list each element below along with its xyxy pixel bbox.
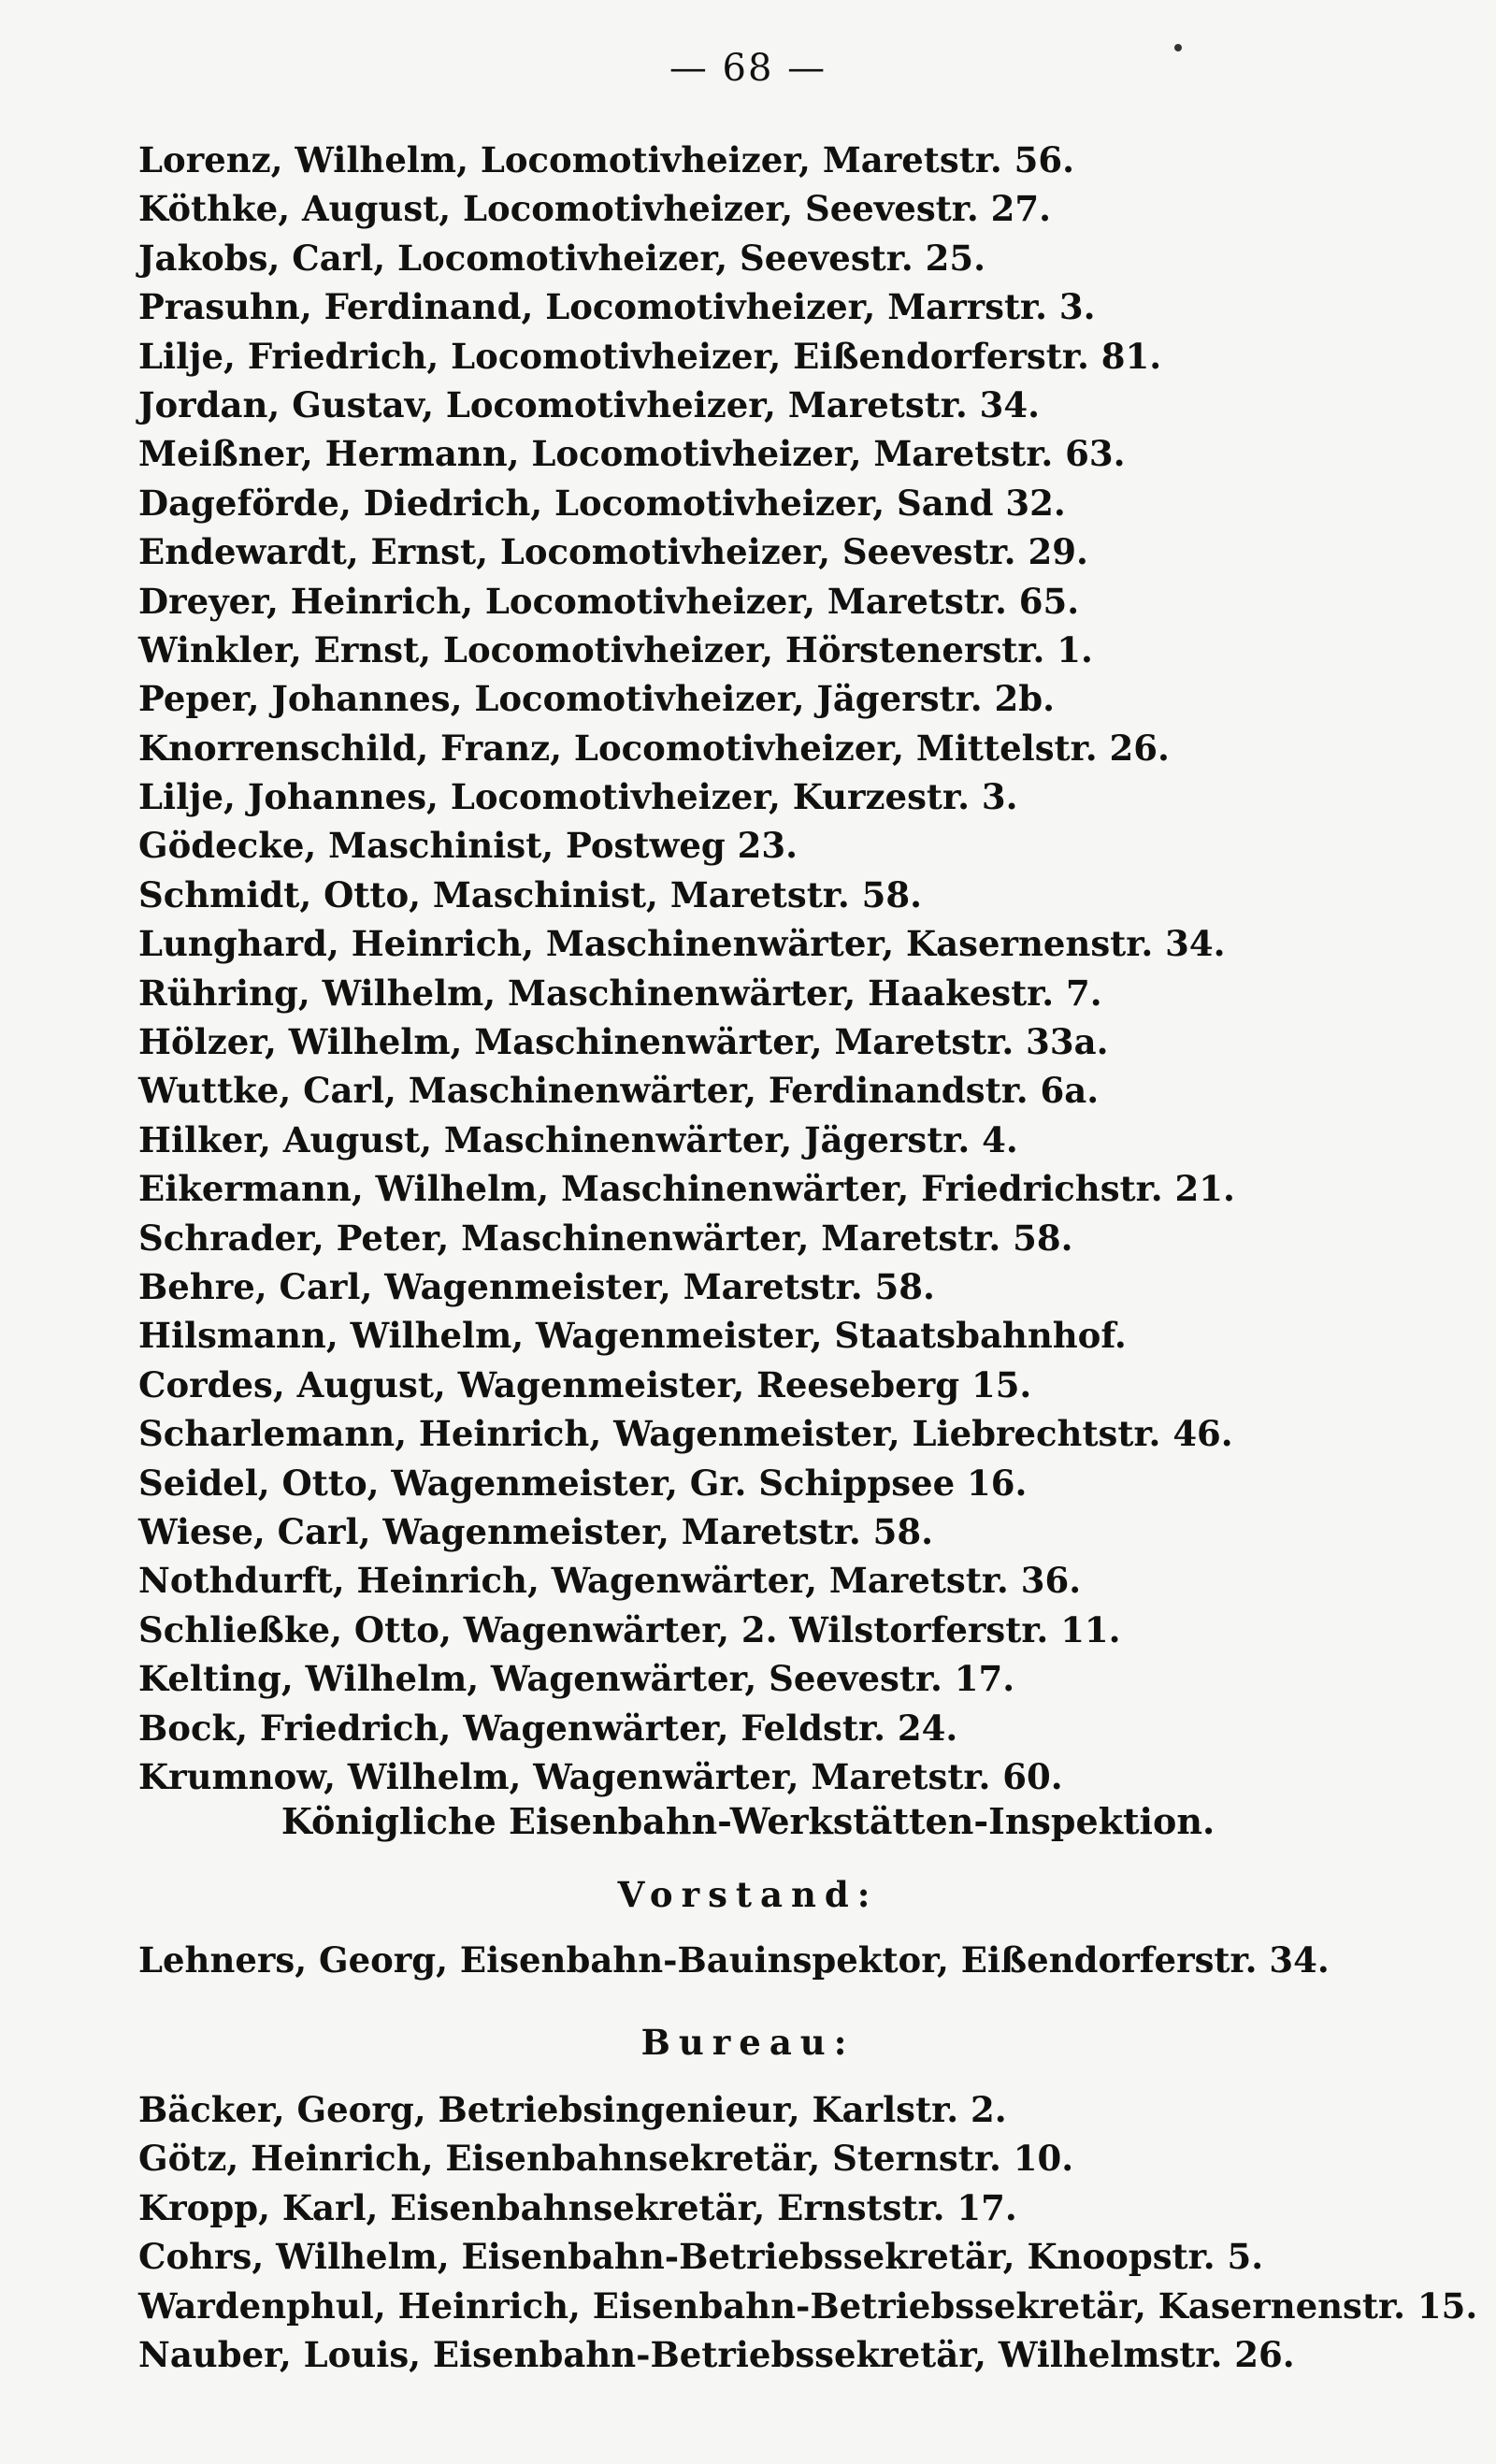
list-item: Jordan, Gustav, Locomotivheizer, Maretstr. 34.: [138, 383, 1041, 425]
list-item: Gödecke, Maschinist, Postweg 23.: [138, 825, 798, 867]
list-item: Jakobs, Carl, Locomotivheizer, Seevestr. 25.: [138, 237, 985, 279]
list-item: Winkler, Ernst, Locomotivheizer, Hörstenerstr. 1.: [138, 628, 1093, 670]
list-item: Nothdurft, Heinrich, Wagenwärter, Maretstr. 36.: [138, 1560, 1082, 1602]
list-item: Schließke, Otto, Wagenwärter, 2. Wilstorferstr. 11.: [138, 1608, 1121, 1650]
list-item: Eikermann, Wilhelm, Maschinenwärter, Friedrichstr. 21.: [138, 1168, 1235, 1210]
vorstand-heading: Vorstand:: [617, 1874, 879, 1915]
list-item: Bäcker, Georg, Betriebsingenieur, Karlstr. 2.: [138, 2089, 1007, 2130]
list-item: Rühring, Wilhelm, Maschinenwärter, Haakestr. 7.: [138, 972, 1102, 1014]
list-item: Lorenz, Wilhelm, Locomotivheizer, Maretstr. 56.: [138, 139, 1075, 180]
list-item: Wuttke, Carl, Maschinenwärter, Ferdinandstr. 6a.: [138, 1070, 1100, 1112]
list-item: Dreyer, Heinrich, Locomotivheizer, Maretstr. 65.: [138, 580, 1080, 622]
bureau-heading: Bureau:: [640, 2022, 856, 2063]
ink-speck: [1174, 44, 1182, 51]
page-number: — 68 —: [669, 47, 827, 90]
directory-list: [138, 136, 1466, 1801]
list-item: Köthke, August, Locomotivheizer, Seevestr. 27.: [138, 188, 1052, 230]
list-item: Hilker, August, Maschinenwärter, Jägerstr. 4.: [138, 1118, 1018, 1160]
list-item: Cohrs, Wilhelm, Eisenbahn-Betriebssekretär, Knoopstr. 5.: [138, 2236, 1264, 2278]
list-item: Cordes, August, Wagenmeister, Reeseberg 15.: [138, 1363, 1032, 1405]
list-item: Wardenphul, Heinrich, Eisenbahn-Betriebssekretär, Kasernenstr. 15.: [138, 2284, 1478, 2327]
list-item: Endewardt, Ernst, Locomotivheizer, Seevestr. 29.: [138, 531, 1088, 573]
list-item: Seidel, Otto, Wagenmeister, Gr. Schippsee 16.: [138, 1462, 1028, 1504]
list-item: Behre, Carl, Wagenmeister, Maretstr. 58.: [138, 1265, 935, 1307]
list-item: Hölzer, Wilhelm, Maschinenwärter, Maretstr. 33a.: [138, 1021, 1109, 1063]
list-item: Kelting, Wilhelm, Wagenwärter, Seevestr. 17.: [138, 1658, 1015, 1700]
vorstand-entry: Lehners, Georg, Eisenbahn-Bauinspektor, Eißendorferstr. 34.: [138, 1939, 1330, 1981]
list-item: Prasuhn, Ferdinand, Locomotivheizer, Marrstr. 3.: [138, 286, 1096, 328]
list-item: Knorrenschild, Franz, Locomotivheizer, Mittelstr. 26.: [138, 727, 1170, 769]
list-item: Wiese, Carl, Wagenmeister, Maretstr. 58.: [138, 1510, 933, 1552]
list-item: Nauber, Louis, Eisenbahn-Betriebssekretär, Wilhelmstr. 26.: [138, 2333, 1295, 2375]
list-item: Peper, Johannes, Locomotivheizer, Jägerstr. 2b.: [138, 678, 1055, 720]
list-item: Hilsmann, Wilhelm, Wagenmeister, Staatsbahnhof.: [138, 1315, 1127, 1357]
section-heading: Königliche Eisenbahn-Werkstätten-Inspektion.: [280, 1800, 1216, 1842]
list-item: Götz, Heinrich, Eisenbahnsekretär, Sternstr. 10.: [138, 2138, 1074, 2180]
list-item: Schrader, Peter, Maschinenwärter, Maretstr. 58.: [138, 1217, 1073, 1259]
bureau-list: [138, 2085, 1477, 2379]
list-item: Lilje, Johannes, Locomotivheizer, Kurzestr. 3.: [138, 776, 1018, 818]
list-item: Lunghard, Heinrich, Maschinenwärter, Kasernenstr. 34.: [138, 923, 1226, 965]
list-item: Meißner, Hermann, Locomotivheizer, Maretstr. 63.: [138, 433, 1126, 475]
list-item: Kropp, Karl, Eisenbahnsekretär, Ernststr. 17.: [138, 2186, 1017, 2228]
list-item: Schmidt, Otto, Maschinist, Maretstr. 58.: [138, 873, 923, 915]
list-item: Bock, Friedrich, Wagenwärter, Feldstr. 24.: [138, 1707, 958, 1749]
list-item: Dageförde, Diedrich, Locomotivheizer, Sand 32.: [138, 482, 1066, 524]
list-item: Lilje, Friedrich, Locomotivheizer, Eißendorferstr. 81.: [138, 335, 1162, 377]
list-item: Scharlemann, Heinrich, Wagenmeister, Liebrechtstr. 46.: [138, 1413, 1233, 1455]
list-item: Krumnow, Wilhelm, Wagenwärter, Maretstr. 60.: [138, 1755, 1063, 1797]
